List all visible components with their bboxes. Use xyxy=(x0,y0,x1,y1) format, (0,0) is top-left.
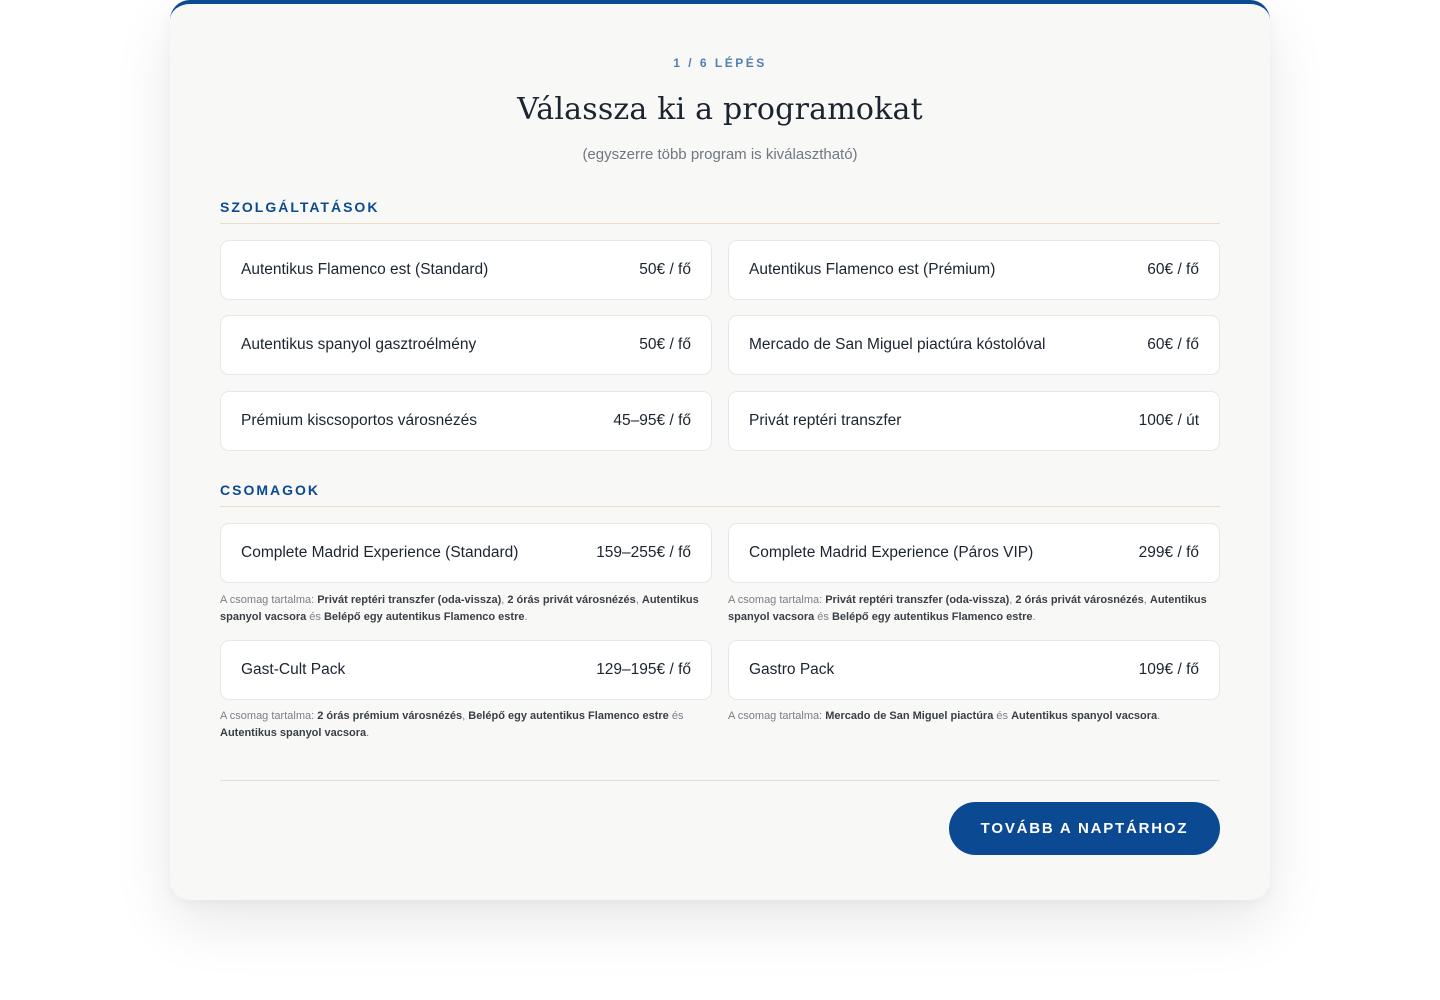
service-option[interactable] xyxy=(728,391,1220,451)
booking-card xyxy=(170,0,1270,900)
included-item: 2 órás privát városnézés xyxy=(1015,594,1144,606)
package-option[interactable] xyxy=(728,523,1220,583)
included-item: Autentikus spanyol vacsora xyxy=(220,594,699,623)
note-prefix: A csomag tartalma: xyxy=(728,594,823,606)
service-option[interactable] xyxy=(220,315,712,375)
option-price: 159–255€ / fő xyxy=(596,544,691,561)
note-prefix: A csomag tartalma: xyxy=(728,710,823,722)
included-item: Mercado de San Miguel piactúra xyxy=(825,710,994,722)
option-name: Complete Madrid Experience (Standard) xyxy=(241,544,519,561)
option-name: Gastro Pack xyxy=(749,661,835,678)
option-price: 50€ / fő xyxy=(639,336,691,353)
and-word: és xyxy=(996,710,1008,722)
section-heading-services: SZOLGÁLTATÁSOK xyxy=(220,199,1220,224)
option-price: 45–95€ / fő xyxy=(613,412,691,429)
option-name: Prémium kiscsoportos városnézés xyxy=(241,412,478,429)
footer-divider xyxy=(220,780,1220,781)
page-subtitle: (egyszerre több program is kiválasztható) xyxy=(582,146,858,163)
next-to-calendar-button[interactable]: TOVÁBB A NAPTÁRHOZ xyxy=(949,802,1220,855)
option-name: Autentikus Flamenco est (Standard) xyxy=(241,261,489,278)
page-title: Válassza ki a programokat xyxy=(517,92,923,127)
service-option[interactable] xyxy=(728,240,1220,300)
option-price: 50€ / fő xyxy=(639,261,691,278)
option-price: 299€ / fő xyxy=(1138,544,1199,561)
step-indicator: 1 / 6 LÉPÉS xyxy=(673,56,767,70)
section-heading-packages: CSOMAGOK xyxy=(220,482,1220,507)
package-contents-note: A csomag tartalma: 2 órás prémium városnézés, Belépő egy autentikus Flamenco estre és Autentikus spanyol vacsora. xyxy=(220,710,684,739)
and-word: és xyxy=(817,610,829,623)
package-contents-note: A csomag tartalma: Mercado de San Miguel piactúra és Autentikus spanyol vacsora. xyxy=(728,710,1161,722)
option-name: Gast-Cult Pack xyxy=(241,661,346,678)
included-item: Belépő egy autentikus Flamenco estre xyxy=(468,710,669,722)
option-name: Complete Madrid Experience (Páros VIP) xyxy=(749,544,1034,561)
option-price: 60€ / fő xyxy=(1147,261,1199,278)
included-item: Privát reptéri transzfer (oda-vissza) xyxy=(317,594,502,606)
option-price: 129–195€ / fő xyxy=(596,661,691,678)
option-price: 109€ / fő xyxy=(1138,661,1199,678)
package-option[interactable] xyxy=(220,523,712,583)
option-name: Autentikus Flamenco est (Prémium) xyxy=(749,261,996,278)
package-contents-note: A csomag tartalma: Privát reptéri transzfer (oda-vissza), 2 órás privát városnézés, Autentikus spanyol vacsora és Belépő egy autentikus Flamenco estre. xyxy=(220,594,699,623)
included-item: Autentikus spanyol vacsora xyxy=(1011,710,1158,722)
note-prefix: A csomag tartalma: xyxy=(220,710,315,722)
package-contents-note: A csomag tartalma: Privát reptéri transzfer (oda-vissza), 2 órás privát városnézés, Autentikus spanyol vacsora és Belépő egy autentikus Flamenco estre. xyxy=(728,594,1207,623)
service-option[interactable] xyxy=(220,391,712,451)
option-name: Mercado de San Miguel piactúra kóstolóval xyxy=(749,336,1046,353)
included-item: Autentikus spanyol vacsora xyxy=(728,594,1207,623)
service-option[interactable] xyxy=(220,240,712,300)
option-price: 60€ / fő xyxy=(1147,336,1199,353)
and-word: és xyxy=(309,610,321,623)
and-word: és xyxy=(671,710,684,722)
package-option[interactable] xyxy=(220,640,712,700)
note-prefix: A csomag tartalma: xyxy=(220,594,315,606)
included-item: 2 órás prémium városnézés xyxy=(317,710,463,722)
package-option[interactable] xyxy=(728,640,1220,700)
option-name: Privát reptéri transzfer xyxy=(749,412,902,429)
service-option[interactable] xyxy=(728,315,1220,375)
included-item: Autentikus spanyol vacsora xyxy=(220,726,367,739)
option-name: Autentikus spanyol gasztroélmény xyxy=(241,336,477,353)
option-price: 100€ / út xyxy=(1138,412,1199,429)
included-item: Belépő egy autentikus Flamenco estre xyxy=(323,610,525,623)
included-item: 2 órás privát városnézés xyxy=(507,594,636,606)
included-item: Belépő egy autentikus Flamenco estre xyxy=(831,610,1033,623)
included-item: Privát reptéri transzfer (oda-vissza) xyxy=(825,594,1010,606)
